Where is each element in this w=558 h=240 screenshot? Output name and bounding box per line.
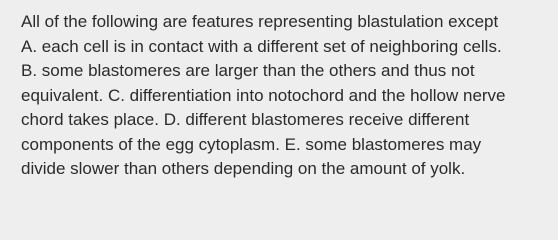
question-line-7: divide slower than others depending on the amount of yolk. xyxy=(21,159,466,178)
question-line-2: A. each cell is in contact with a different set of neighboring cells. xyxy=(21,36,502,56)
question-line-4: equivalent. C. differentiation into notochord and the hollow nerve xyxy=(21,85,506,105)
question-text xyxy=(21,10,551,182)
question-line-6: components of the egg cytoplasm. E. some blastomeres may xyxy=(21,134,482,154)
question-line-3: B. some blastomeres are larger than the others and thus not xyxy=(21,61,475,80)
question-line-1: All of the following are features representing blastulation except xyxy=(21,12,499,31)
question-line-5: chord takes place. D. different blastomeres receive different xyxy=(21,110,470,129)
